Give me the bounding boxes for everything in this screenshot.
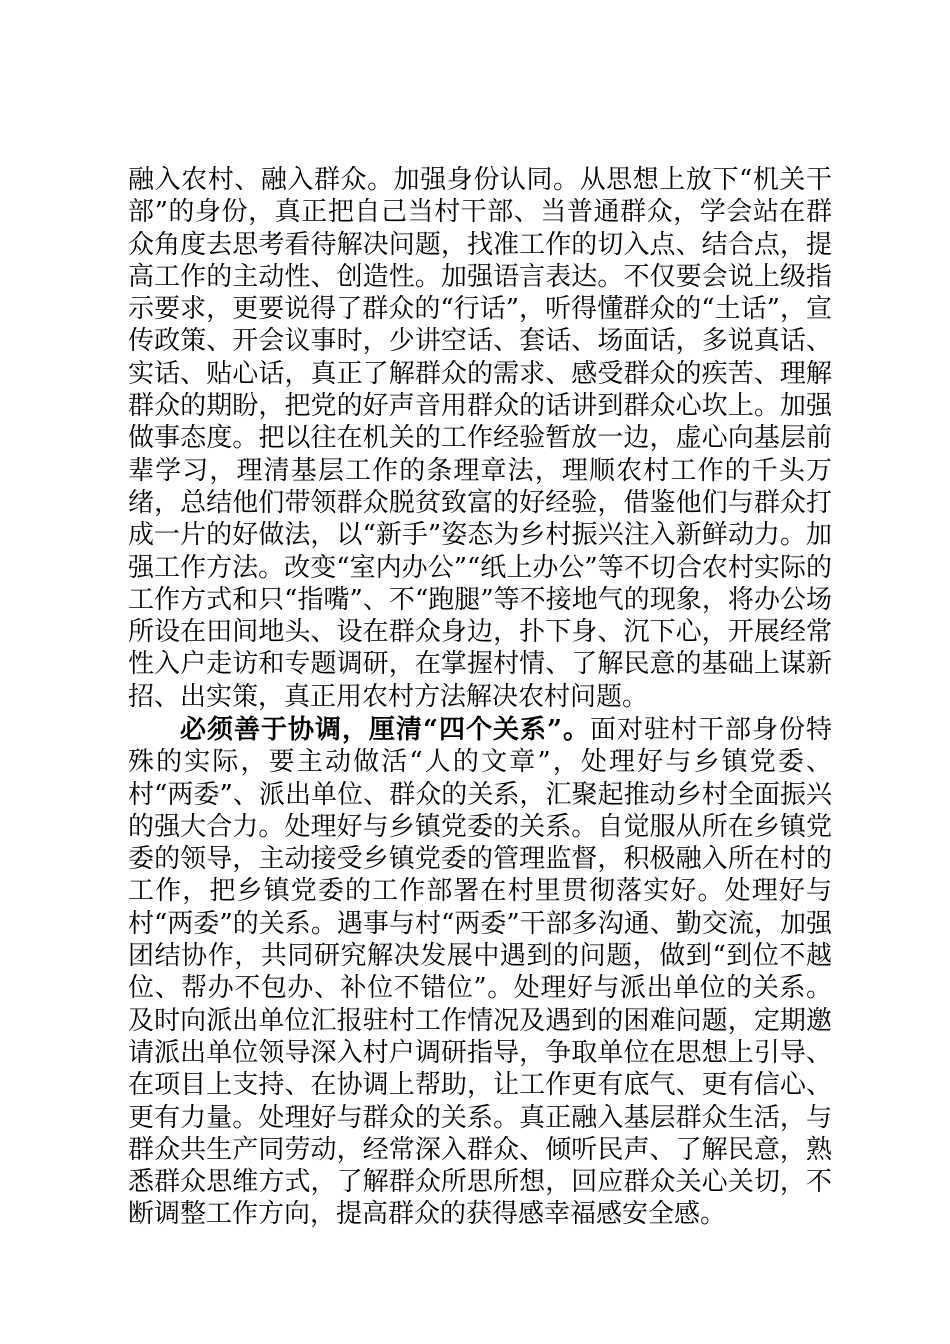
body-paragraph-1: 融入农村、融入群众。加强身份认同。从思想上放下“机关干部”的身份，真正把自己当村干部、当普通群众，学会站在群众角度去思考看待解决问题，找准工作的切入点、结合点，提高工作的主动性、创造性。加强语言表达。不仅要会说上级指示要求，更要说得了群众的“行话”，听得懂群众的“土话”，宣传政策、开会议事时，少讲空话、套话、场面话，多说真话、实话、贴心话，真正了解群众的需求、感受群众的疾苦、理解群众的期盼，把党的好声音用群众的话讲到群众心坎上。加强做事态度。把以往在机关的工作经验暂放一边，虚心向基层前辈学习，理清基层工作的条理章法，理顺农村工作的千头万绪，总结他们带领群众脱贫致富的好经验，借鉴他们与群众打成一片的好做法，以“新手”姿态为乡村振兴注入新鲜动力。加强工作方法。改变“室内办公”“纸上办公”等不切合农村实际的工作方式和只“指嘴”、不“跑腿”等不接地气的现象，将办公场所设在田间地头、设在群众身边，扑下身、沉下心，开展经常性入户走访和专题调研，在掌握村情、了解民意的基础上谋新招、出实策，真正用农村方法解决农村问题。 <box>128 165 832 712</box>
body-paragraph-2 <box>128 714 832 1231</box>
paragraph-2-body: 面对驻村干部身份特殊的实际，要主动做活“人的文章”，处理好与乡镇党委、村“两委”、派出单位、群众的关系，汇聚起推动乡村全面振兴的强大合力。处理好与乡镇党委的关系。自觉服从所在乡镇党委的领导，主动接受乡镇党委的管理监督，积极融入所在村的工作，把乡镇党委的工作部署在村里贯彻落实好。处理好与村“两委”的关系。遇事与村“两委”干部多沟通、勤交流，加强团结协作，共同研究解决发展中遇到的问题，做到“到位不越位、帮办不包办、补位不错位”。处理好与派出单位的关系。及时向派出单位汇报驻村工作情况及遇到的困难问题，定期邀请派出单位领导深入村户调研指导，争取单位在思想上引导、在项目上支持、在协调上帮助，让工作更有底气、更有信心、更有力量。处理好与群众的关系。真正融入基层群众生活，与群众共生产同劳动，经常深入群众、倾听民声、了解民意，熟悉群众思维方式，了解群众所思所想，回应群众关心关切，不断调整工作方向，提高群众的获得感幸福感安全感。 <box>128 715 832 1230</box>
paragraph-2-heading: 必须善于协调，厘清“四个关系”。 <box>180 715 590 745</box>
